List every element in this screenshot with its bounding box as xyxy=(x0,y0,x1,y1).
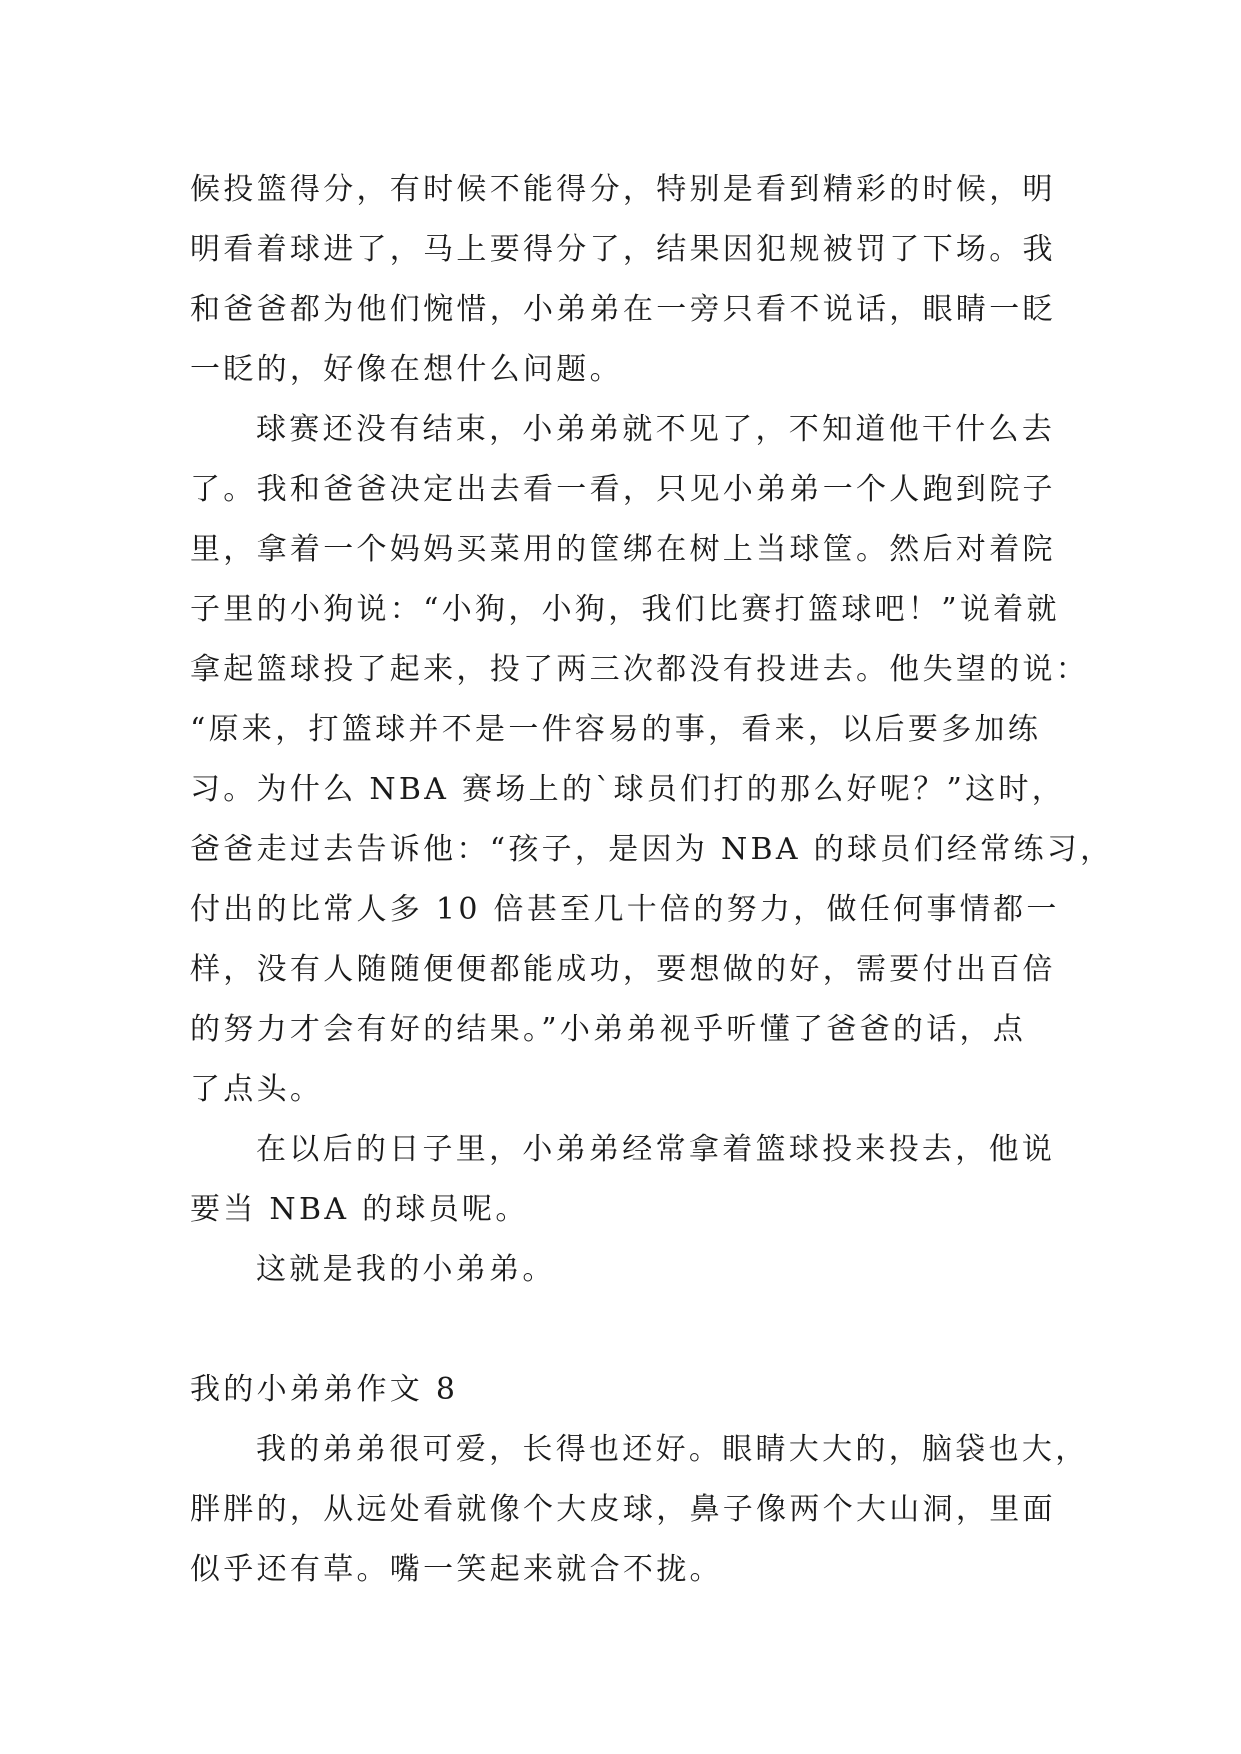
text-line: 拿起篮球投了起来，投了两三次都没有投进去。他失望的说： xyxy=(190,652,1090,687)
text-line: 似乎还有草。嘴一笑起来就合不拢。 xyxy=(190,1552,723,1587)
document-body xyxy=(190,160,1114,1600)
text-line: 这就是我的小弟弟。 xyxy=(256,1252,556,1287)
text-line: 的努力才会有好的结果。”小弟弟视乎听懂了爸爸的话，点 xyxy=(190,1012,1027,1047)
text-line: 我的弟弟很可爱，长得也还好。眼睛大大的，脑袋也大， xyxy=(256,1432,1089,1467)
text-line: 样，没有人随随便便都能成功，要想做的好，需要付出百倍 xyxy=(190,952,1056,987)
text-line: 习。为什么 NBA 赛场上的`球员们打的那么好呢？”这时， xyxy=(190,772,1066,807)
text-line: 胖胖的，从远处看就像个大皮球，鼻子像两个大山洞，里面 xyxy=(190,1492,1056,1527)
paragraph xyxy=(190,1120,1070,1240)
blank-line xyxy=(190,1300,1070,1360)
text-line: 爸爸走过去告诉他：“孩子，是因为 NBA 的球员们经常练习， xyxy=(190,832,1114,867)
section-title: 我的小弟弟作文 8 xyxy=(190,1372,459,1407)
paragraph xyxy=(190,400,1114,1120)
text-line: “原来，打篮球并不是一件容易的事，看来，以后要多加练 xyxy=(190,712,1042,747)
text-line: 在以后的日子里，小弟弟经常拿着篮球投来投去，他说 xyxy=(256,1132,1056,1167)
paragraph xyxy=(190,160,1070,400)
text-line: 和爸爸都为他们惋惜，小弟弟在一旁只看不说话，眼睛一眨 xyxy=(190,292,1056,327)
text-line: 付出的比常人多 10 倍甚至几十倍的努力，做任何事情都一 xyxy=(190,892,1060,927)
text-line: 要当 NBA 的球员呢。 xyxy=(190,1192,529,1227)
text-line: 候投篮得分，有时候不能得分，特别是看到精彩的时候，明 xyxy=(190,172,1056,207)
text-line: 了点头。 xyxy=(190,1072,324,1107)
text-line: 一眨的，好像在想什么问题。 xyxy=(190,352,623,387)
text-line: 明看着球进了，马上要得分了，结果因犯规被罚了下场。我 xyxy=(190,232,1056,267)
text-line: 里，拿着一个妈妈买菜用的筐绑在树上当球筐。然后对着院 xyxy=(190,532,1056,567)
paragraph xyxy=(190,1420,1089,1600)
paragraph xyxy=(190,1240,1070,1300)
text-line: 子里的小狗说：“小狗，小狗，我们比赛打篮球吧！”说着就 xyxy=(190,592,1060,627)
text-line: 了。我和爸爸决定出去看一看，只见小弟弟一个人跑到院子 xyxy=(190,472,1056,507)
text-line: 球赛还没有结束，小弟弟就不见了，不知道他干什么去 xyxy=(256,412,1056,447)
